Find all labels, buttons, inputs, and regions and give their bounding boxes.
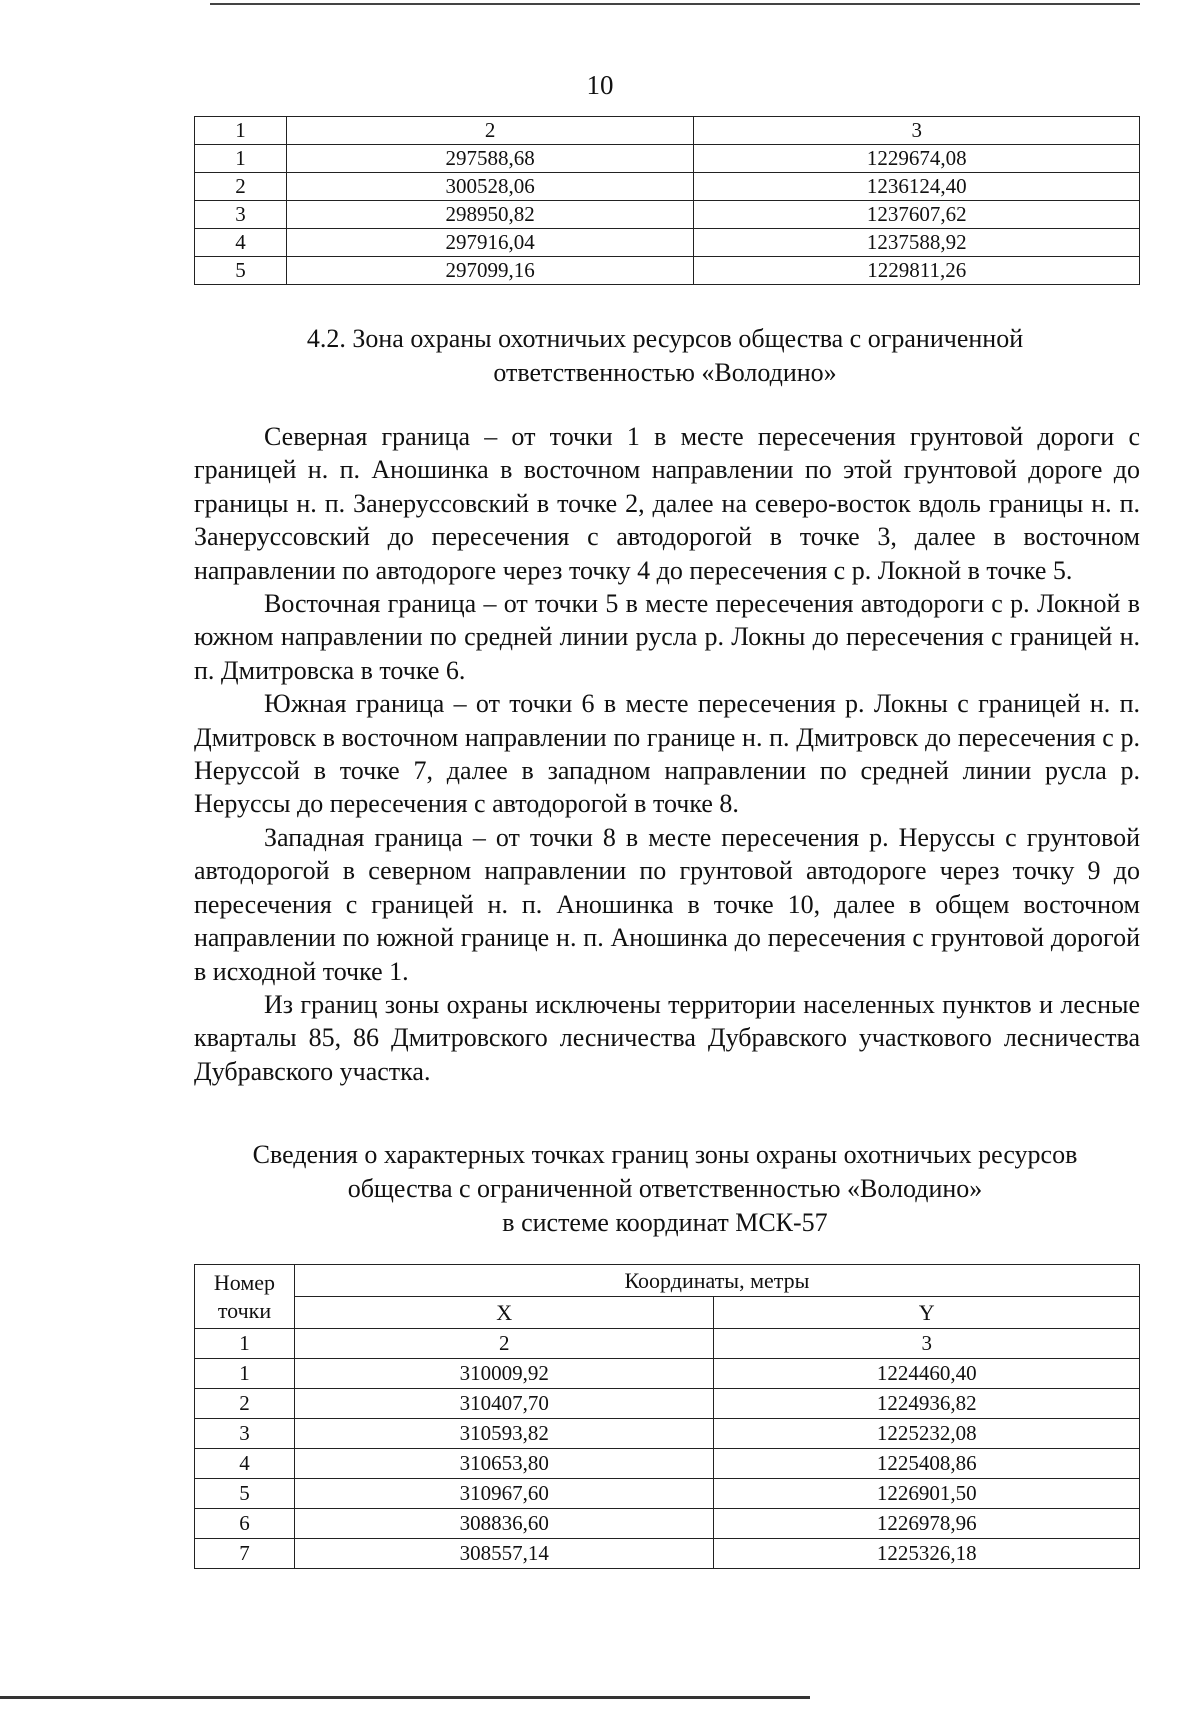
table-cell: 1	[195, 1329, 295, 1359]
scan-edge-top	[210, 3, 1140, 5]
table-row	[195, 1359, 1140, 1389]
table-cell: 4	[195, 1449, 295, 1479]
coordinates-header: Координаты, метры	[294, 1265, 1139, 1297]
table-cell: 7	[195, 1539, 295, 1569]
table-cell: 2	[195, 1389, 295, 1419]
table-cell: 1224460,40	[714, 1359, 1140, 1389]
table-cell: 310653,80	[294, 1449, 714, 1479]
table-cell: 3	[714, 1329, 1140, 1359]
table-cell: 310407,70	[294, 1389, 714, 1419]
table-row	[195, 1509, 1140, 1539]
table-row	[195, 1449, 1140, 1479]
paragraph-east-boundary: Восточная граница – от точки 5 в месте пересечения автодороги с р. Локной в южном направлении по средней линии русла р. Локны до пересечения с границей н. п. Дмитровска в точке 6.	[194, 589, 1140, 685]
table-header-row	[195, 1265, 1140, 1297]
coordinates-table	[194, 1264, 1140, 1569]
paragraph-north-boundary: Северная граница – от точки 1 в месте пересечения грунтовой дороги с границей н. п. Аношинка в восточном направлении по этой грунтовой дороге до границы н. п. Занеруссовский в точке 2, далее на северо-восток вдоль границы н. п. Занеруссовский до пересечения с автодорогой в точке 3, далее в восточном направлении по автодороге через точку 4 до пересечения с р. Локной в точке 5.	[194, 422, 1140, 585]
table-cell: 298950,82	[286, 201, 694, 229]
section-heading-line: 4.2. Зона охраны охотничьих ресурсов общества с ограниченной	[306, 324, 1024, 353]
paragraph-west-boundary: Западная граница – от точки 8 в месте пересечения р. Неруссы с грунтовой автодорогой в северном направлении по грунтовой автодороге через точку 9 до пересечения с границей н. п. Аношинка в точке 10, далее в общем восточном направлении по южной границе н. п. Аношинка до пересечения с грунтовой дорогой в исходной точке 1.	[194, 822, 1140, 986]
table-cell: 1229811,26	[694, 257, 1140, 285]
table-cell: 1237607,62	[694, 201, 1140, 229]
y-column-header: Y	[714, 1297, 1140, 1329]
table-numbering-row	[195, 117, 1140, 145]
section-heading-line: ответственностью «Володино»	[493, 358, 837, 387]
table-cell: 1229674,08	[694, 145, 1140, 173]
table-cell: 4	[195, 229, 287, 257]
table-cell: 1	[195, 1359, 295, 1389]
table-row	[195, 173, 1140, 201]
coordinates-table-continued	[194, 116, 1140, 285]
table-cell: 2	[195, 173, 287, 201]
table-cell: 1225408,86	[714, 1449, 1140, 1479]
table-cell: 5	[195, 1479, 295, 1509]
point-number-header-line: точки	[217, 1297, 272, 1323]
table-cell: 3	[195, 201, 287, 229]
point-number-header-line: Номер	[213, 1269, 276, 1295]
table-numbering-row	[195, 1329, 1140, 1359]
table-row	[195, 257, 1140, 285]
point-number-header	[195, 1265, 295, 1329]
table-cell: 310009,92	[294, 1359, 714, 1389]
table-row	[195, 1539, 1140, 1569]
caption-line: общества с ограниченной ответственностью «Володино»	[347, 1174, 983, 1203]
table-cell: 1	[195, 117, 287, 145]
table-row	[195, 1419, 1140, 1449]
table-row	[195, 229, 1140, 257]
table-cell: 3	[694, 117, 1140, 145]
table-cell: 297588,68	[286, 145, 694, 173]
table-cell: 1224936,82	[714, 1389, 1140, 1419]
caption-line: Сведения о характерных точках границ зоны охраны охотничьих ресурсов	[252, 1140, 1078, 1169]
table-cell: 1	[195, 145, 287, 173]
table-cell: 5	[195, 257, 287, 285]
table-cell: 297099,16	[286, 257, 694, 285]
table-cell: 1237588,92	[694, 229, 1140, 257]
page-number: 10	[586, 70, 614, 100]
table-cell: 6	[195, 1509, 295, 1539]
table-cell: 3	[195, 1419, 295, 1449]
table-cell: 1225232,08	[714, 1419, 1140, 1449]
table-row	[195, 145, 1140, 173]
paragraph-exclusions: Из границ зоны охраны исключены территории населенных пунктов и лесные кварталы 85, 86 Дмитровского лесничества Дубравского участкового лесничества Дубравского участка.	[194, 989, 1140, 1086]
table-cell: 2	[294, 1329, 714, 1359]
table-header-row	[195, 1297, 1140, 1329]
table-cell: 1226978,96	[714, 1509, 1140, 1539]
table-cell: 297916,04	[286, 229, 694, 257]
table-cell: 310593,82	[294, 1419, 714, 1449]
boundary-description	[194, 420, 1140, 1088]
table-caption	[190, 1138, 1140, 1240]
x-column-header: X	[294, 1297, 714, 1329]
paragraph-south-boundary: Южная граница – от точки 6 в месте пересечения р. Локны с границей н. п. Дмитровск в восточном направлении по границе н. п. Дмитровск до пересечения с р. Неруссой в точке 7, далее в западном направлении по средней линии русла р. Неруссы до пересечения с автодорогой в точке 8.	[194, 689, 1140, 819]
scan-edge-bottom	[0, 1696, 810, 1699]
table-row	[195, 1479, 1140, 1509]
table-cell: 308557,14	[294, 1539, 714, 1569]
table-cell: 300528,06	[286, 173, 694, 201]
table-cell: 1226901,50	[714, 1479, 1140, 1509]
table-cell: 1236124,40	[694, 173, 1140, 201]
caption-line: в системе координат МСК-57	[502, 1208, 828, 1237]
table-cell: 1225326,18	[714, 1539, 1140, 1569]
section-heading	[190, 322, 1140, 390]
table-row	[195, 1389, 1140, 1419]
table-cell: 310967,60	[294, 1479, 714, 1509]
table-row	[195, 201, 1140, 229]
table-cell: 2	[286, 117, 694, 145]
table-cell: 308836,60	[294, 1509, 714, 1539]
